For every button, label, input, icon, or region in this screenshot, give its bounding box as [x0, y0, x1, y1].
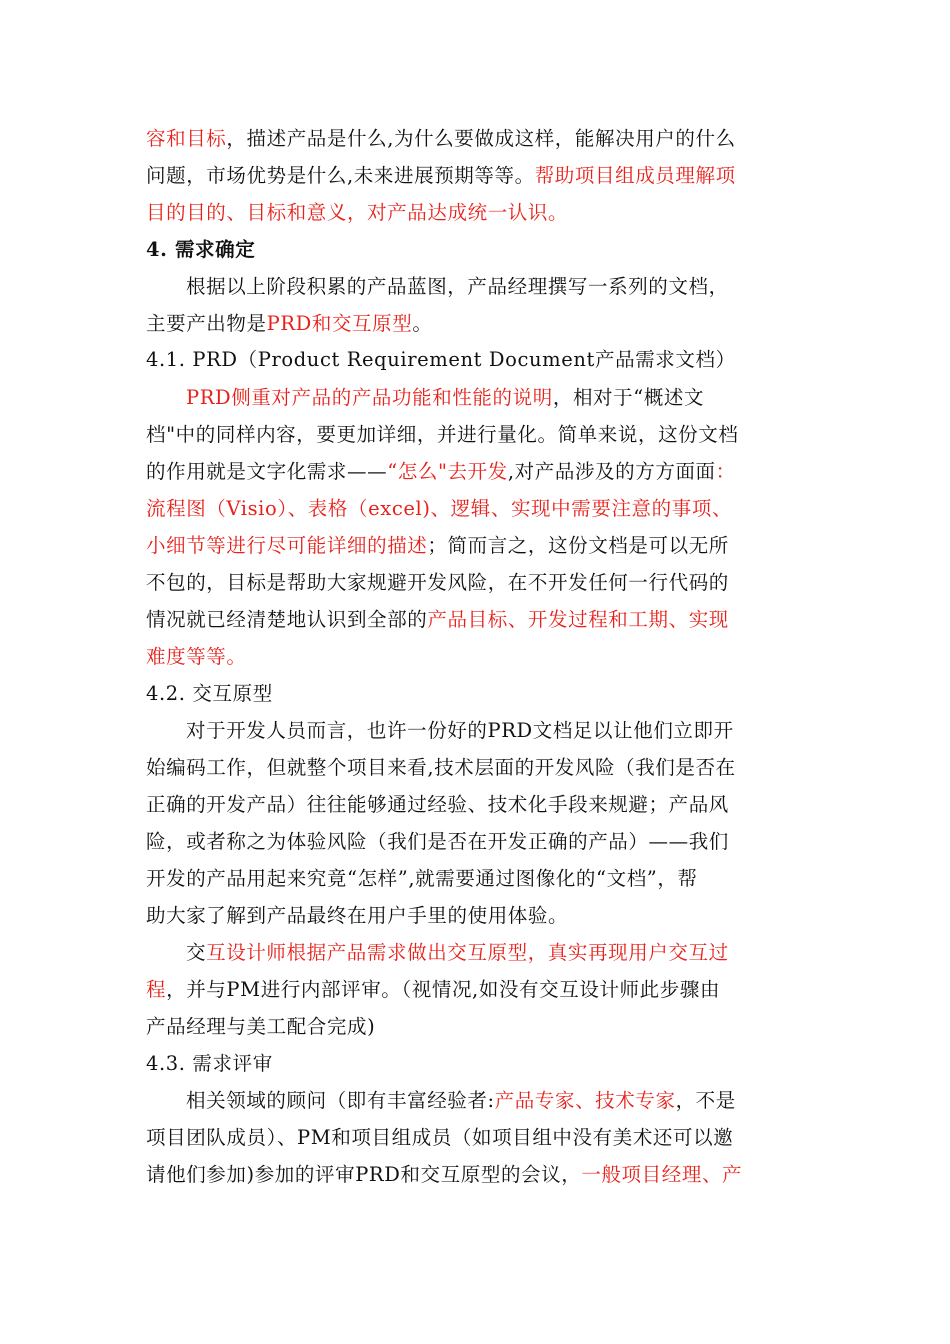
body-text: 项目团队成员）、PM和项目组成员（如项目组中没有美术还可以邀	[146, 1126, 734, 1149]
text-line	[146, 310, 806, 338]
text-line	[186, 939, 806, 967]
body-text: ，并与PM进行内部评审。（视情况,如没有交互设计师此步骤由	[166, 978, 721, 1001]
body-text: ，相对于“概述文	[552, 386, 705, 409]
text-line	[146, 495, 806, 523]
text-line	[186, 717, 806, 745]
body-text: ，不是	[675, 1089, 736, 1112]
text-line	[146, 902, 806, 930]
section-heading	[146, 680, 806, 708]
body-text: 交	[186, 941, 207, 964]
text-line	[146, 791, 806, 819]
highlighted-text: ：	[715, 460, 736, 483]
highlighted-text: 小细节等进行尽可能详细的描述	[146, 534, 428, 557]
section-heading	[146, 236, 806, 264]
text-line	[146, 1161, 806, 1189]
body-text: 相关领域的顾问（即有丰富经验者:	[186, 1089, 495, 1112]
body-text: 正确的开发产品）往往能够通过经验、技术化手段来规避；产品风	[146, 793, 729, 816]
highlighted-text: 容和目标	[146, 127, 227, 150]
highlighted-text: 互设计师根据产品需求做出交互原型，真实再现用户交互过	[206, 941, 729, 964]
body-text: 对于开发人员而言，也许一份好的PRD文档足以让他们立即开	[186, 719, 734, 742]
text-line	[146, 1124, 806, 1152]
highlighted-text: “怎么"去开发	[387, 460, 508, 483]
highlighted-text: 程	[146, 978, 167, 1001]
body-text: 情况就已经清楚地认识到全部的	[146, 608, 428, 631]
text-line	[146, 199, 806, 227]
body-text: 产品经理与美工配合完成)	[146, 1015, 376, 1038]
body-text: 始编码工作，但就整个项目来看,技术层面的开发风险（我们是否在	[146, 756, 736, 779]
body-text: 4.2. 交互原型	[146, 682, 273, 705]
body-text: ,对产品涉及的方方面面	[507, 460, 716, 483]
body-text: 的作用就是文字化需求——	[146, 460, 388, 483]
body-text: 问题，市场优势是什么,未来进展预期等等。	[146, 164, 535, 187]
text-line	[146, 754, 806, 782]
text-line	[146, 643, 806, 671]
highlighted-text: PRD和交互原型	[266, 312, 413, 335]
text-line	[146, 1013, 806, 1041]
highlighted-text: 产品目标、开发过程和工期、实现	[427, 608, 729, 631]
body-text: 。	[412, 312, 433, 335]
highlighted-text: 难度等等。	[146, 645, 247, 668]
text-line	[146, 421, 806, 449]
text-line	[146, 828, 806, 856]
text-line	[186, 1087, 806, 1115]
body-text: 险，或者称之为体验风险（我们是否在开发正确的产品）——我们	[146, 830, 729, 853]
highlighted-text: 目的目的、目标和意义，对产品达成统一认识。	[146, 201, 569, 224]
text-line	[146, 865, 806, 893]
body-text: 档"中的同样内容，要更加详细，并进行量化。简单来说，这份文档	[146, 423, 739, 446]
highlighted-text: 一般项目经理、产	[581, 1163, 743, 1186]
body-text: 助大家了解到产品最终在用户手里的使用体验。	[146, 904, 569, 927]
section-heading	[146, 1050, 806, 1078]
text-line	[146, 162, 806, 190]
body-text: 请他们参加)参加的评审PRD和交互原型的会议，	[146, 1163, 582, 1186]
body-text: 4.1. PRD（Product Requirement Document产品需求文档）	[146, 348, 736, 371]
text-line	[146, 458, 806, 486]
section-heading	[146, 346, 806, 374]
body-text: 4. 需求确定	[146, 238, 256, 261]
text-line	[146, 532, 806, 560]
body-text: 开发的产品用起来究竟“怎样”,就需要通过图像化的“文档”，帮	[146, 867, 698, 890]
body-text: 不包的，目标是帮助大家规避开发风险，在不开发任何一行代码的	[146, 571, 729, 594]
text-line	[146, 976, 806, 1004]
text-line	[146, 569, 806, 597]
body-text: ；简而言之，这份文档是可以无所	[427, 534, 729, 557]
body-text: ，描述产品是什么,为什么要做成这样，能解决用户的什么	[226, 127, 736, 150]
body-text: 根据以上阶段积累的产品蓝图，产品经理撰写一系列的文档，	[186, 275, 729, 298]
text-line	[146, 125, 806, 153]
highlighted-text: 流程图（Visio）、表格（excel)、逻辑、实现中需要注意的事项、	[146, 497, 733, 520]
highlighted-text: 产品专家、技术专家	[494, 1089, 676, 1112]
text-line	[186, 384, 806, 412]
highlighted-text: PRD侧重对产品的产品功能和性能的说明	[186, 386, 553, 409]
body-text: 4.3. 需求评审	[146, 1052, 273, 1075]
text-line	[186, 273, 806, 301]
text-line	[146, 606, 806, 634]
highlighted-text: 帮助项目组成员理解项	[534, 164, 736, 187]
body-text: 主要产出物是	[146, 312, 267, 335]
